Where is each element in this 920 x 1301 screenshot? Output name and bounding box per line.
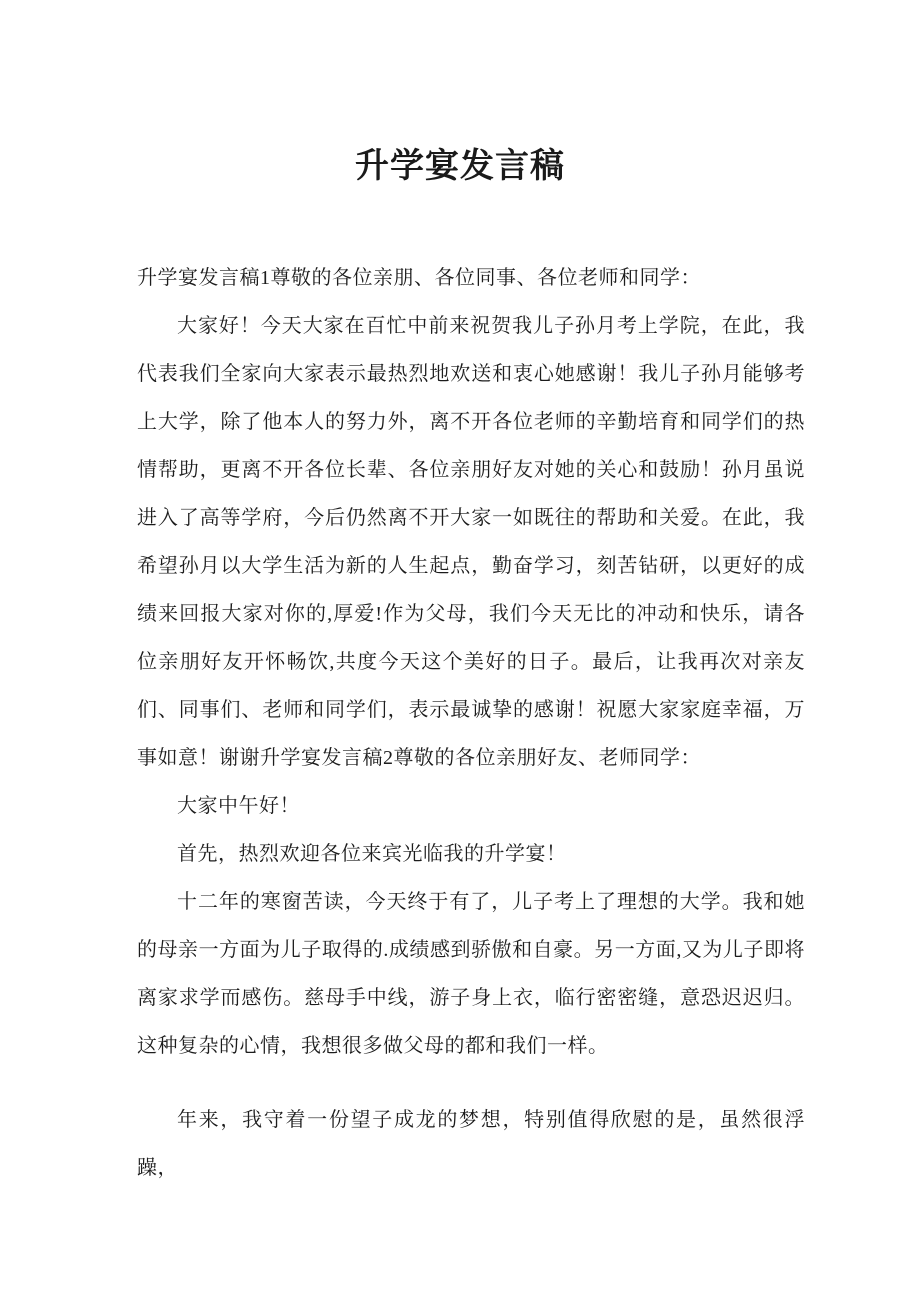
paragraph-salutation-1: 升学宴发言稿1尊敬的各位亲朋、各位同事、各位老师和同学： <box>137 267 701 289</box>
paragraph-welcome: 首先，热烈欢迎各位来宾光临我的升学宴！ <box>177 843 567 865</box>
paragraph-parents-feelings: 十二年的寒窗苦读，今天终于有了，儿子考上了理想的大学。我和她的母亲一方面为儿子取得的.成绩感到骄傲和自豪。另一方面,又为儿子即将离家求学而感伤。慈母手中线，游子身上衣，临行密密缝，意恐迟迟归。这种复杂的心情，我想很多做父母的都和我们一样。 <box>137 891 805 1057</box>
paragraph-dream: 年来，我守着一份望子成龙的梦想，特别值得欣慰的是，虽然很浮躁， <box>137 1109 805 1179</box>
paragraph-speech-1: 大家好！今天大家在百忙中前来祝贺我儿子孙月考上学院，在此，我代表我们全家向大家表示最热烈地欢送和衷心她感谢！我儿子孙月能够考上大学，除了他本人的努力外，离不开各位老师的辛勤培育和同学们的热情帮助，更离不开各位长辈、各位亲朋好友对她的关心和鼓励！孙月虽说进入了高等学府，今后仍然离不开大家一如既往的帮助和关爱。在此，我希望孙月以大学生活为新的人生起点，勤奋学习，刻苦钻研，以更好的成绩来回报大家对你的,厚爱!作为父母，我们今天无比的冲动和快乐，请各位亲朋好友开怀畅饮,共度今天这个美好的日子。最后，让我再次对亲友们、同事们、老师和同学们，表示最诚挚的感谢！祝愿大家家庭幸福，万事如意！谢谢升学宴发言稿2尊敬的各位亲朋好友、老师同学： <box>137 315 805 769</box>
page-title: 升学宴发言稿 <box>355 146 565 186</box>
document-body <box>137 254 805 1192</box>
paragraph-greeting: 大家中午好！ <box>177 795 300 817</box>
